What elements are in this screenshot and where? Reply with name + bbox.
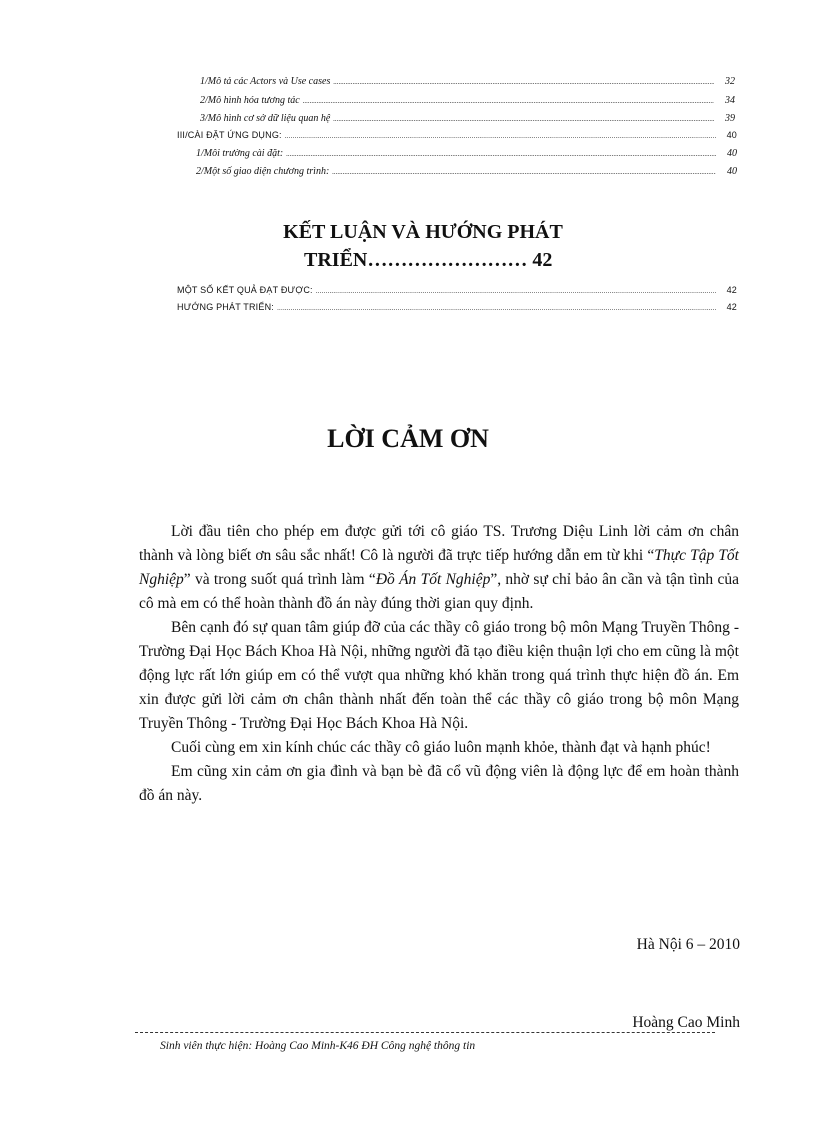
conclusion-heading-line1: KẾT LUẬN VÀ HƯỚNG PHÁT: [283, 221, 563, 243]
toc-page: 34: [725, 95, 735, 106]
conclusion-heading: [0, 218, 816, 274]
text-run: ”, nhờ sự chỉ bảo ân cần và tận tình của cô mà em có thể hoàn thành đồ án này đúng thời gian quy định.: [139, 571, 739, 612]
toc-leader: [303, 95, 714, 106]
text-run: Lời đầu tiên cho phép em được gửi tới cô giáo TS. Trương Diệu Linh lời cảm ơn chân thành và lòng biết ơn sâu sắc nhất! Cô là người đã trực tiếp hướng dẫn em từ khi “: [139, 523, 739, 564]
toc-leader: [277, 302, 716, 312]
place-date: Hà Nội 6 – 2010: [636, 936, 740, 953]
toc-leader: [333, 76, 714, 87]
italic-phrase: Đồ Án Tốt Nghiệp: [375, 571, 491, 588]
thanks-title: LỜI CẢM ƠN: [327, 424, 489, 453]
toc-label: MỘT SỐ KẾT QUẢ ĐẠT ĐƯỢC:: [177, 285, 313, 295]
toc-entry: [196, 166, 737, 177]
toc-leader: [332, 166, 716, 177]
toc-label: 2/Mô hình hóa tương tác: [200, 95, 300, 106]
toc-page: 40: [727, 148, 737, 159]
toc-entry: [200, 76, 735, 87]
toc-leader: [286, 148, 716, 159]
toc-label: HƯỚNG PHÁT TRIỂN:: [177, 302, 274, 312]
toc-page: 40: [727, 166, 737, 177]
thanks-body: [139, 520, 739, 808]
paragraph: Bên cạnh đó sự quan tâm giúp đỡ của các thầy cô giáo trong bộ môn Mạng Truyền Thông - Trường Đại Học Bách Khoa Hà Nội, những người đã tạo điều kiện thuận lợi cho em cũng là một động lực rất lớn giúp em có thể vượt qua những khó khăn trong quá trình thực hiện đồ án. Em xin được gửi lời cảm ơn chân thành nhất đến toàn thể các thầy cô giáo trong bộ môn Mạng Truyền Thông - Trường Đại Học Bách Khoa Hà Nội.: [139, 619, 739, 732]
footer-note: Sinh viên thực hiện: Hoàng Cao Minh-K46 ĐH Công nghệ thông tin: [160, 1040, 476, 1052]
toc-page: 39: [725, 113, 735, 124]
paragraph: Cuối cùng em xin kính chúc các thầy cô giáo luôn mạnh khỏe, thành đạt và hạnh phúc!: [171, 739, 711, 756]
signature: Hoàng Cao Minh: [632, 1014, 740, 1031]
conclusion-heading-line2: TRIỂN…………………… 42: [304, 249, 553, 271]
toc-page: 32: [725, 76, 735, 87]
toc-leader: [316, 285, 716, 295]
paragraph: Em cũng xin cảm ơn gia đình và bạn bè đã cổ vũ động viên là động lực để em hoàn thành đồ án này.: [139, 763, 739, 804]
toc-label: 3/Mô hình cơ sở dữ liệu quan hệ: [200, 113, 331, 124]
italic-phrase: Thực Tập Tốt Nghiệp: [139, 547, 739, 588]
toc-label: 1/Môi trường cài đặt:: [196, 148, 284, 159]
toc-leader: [333, 113, 714, 124]
toc-page: 40: [726, 130, 737, 140]
footer-divider: [135, 1032, 715, 1033]
toc-label: 2/Một số giao diện chương trình:: [196, 166, 330, 177]
toc-label: 1/Mô tả các Actors và Use cases: [200, 76, 331, 87]
toc-entry: [177, 302, 737, 312]
toc-label: III/CÀI ĐẶT ỨNG DỤNG:: [177, 130, 282, 140]
toc-page: 42: [726, 302, 737, 312]
toc-entry: [200, 113, 735, 124]
toc-entry: [200, 95, 735, 106]
toc-entry: [196, 148, 737, 159]
toc-page: 42: [726, 285, 737, 295]
text-run: ” và trong suốt quá trình làm “: [183, 571, 376, 588]
toc-entry: [177, 285, 737, 295]
paragraph: [139, 520, 739, 616]
toc-entry: [177, 130, 737, 140]
toc-leader: [285, 130, 716, 140]
